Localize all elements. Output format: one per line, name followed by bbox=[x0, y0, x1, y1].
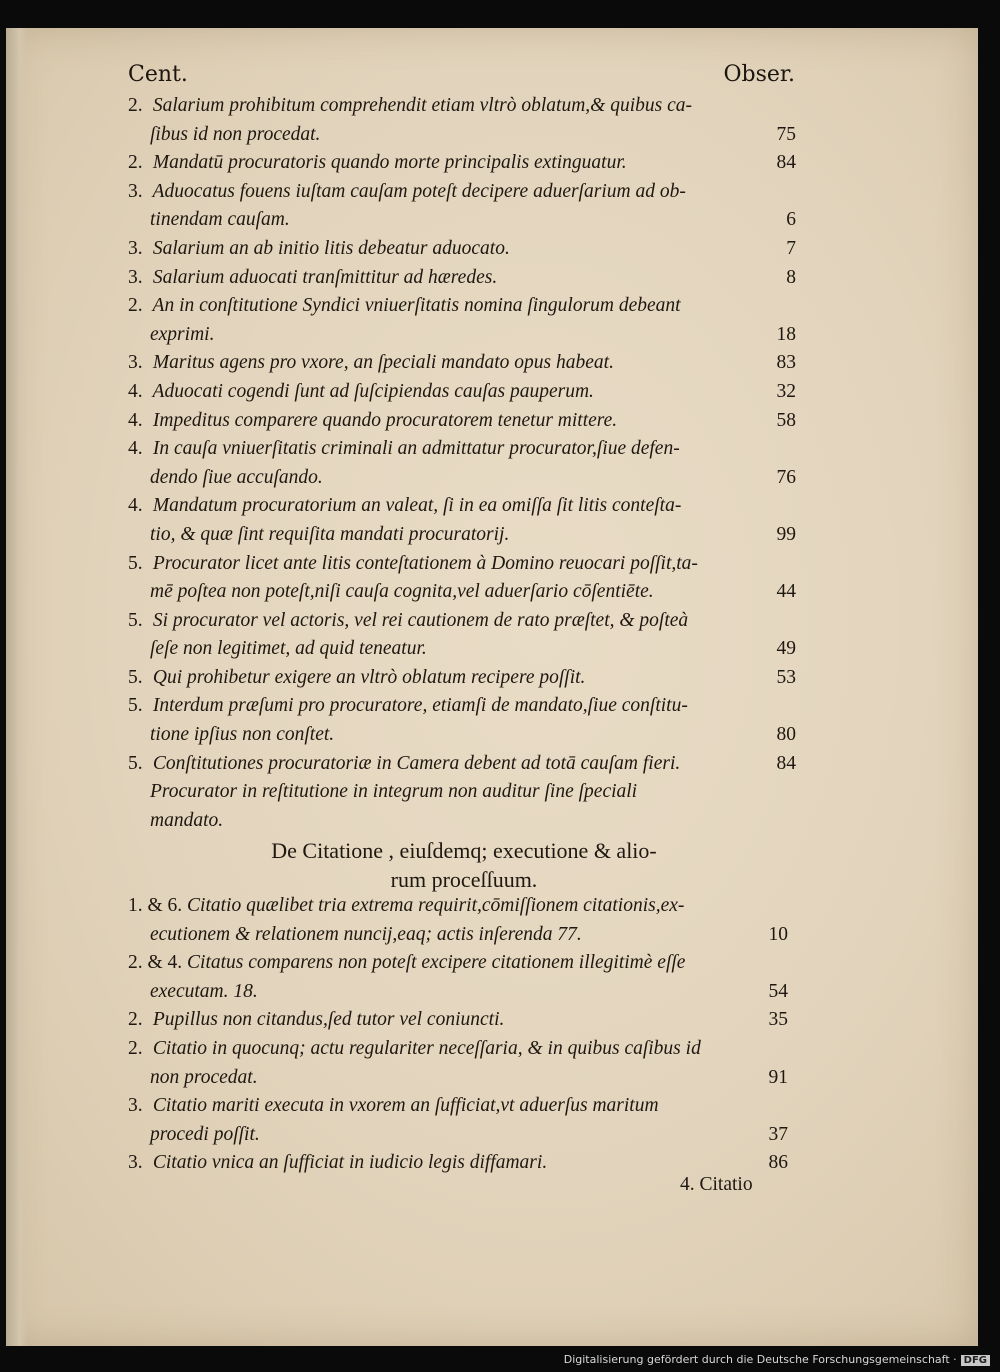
entry-number: 4. bbox=[128, 495, 143, 517]
entry-line bbox=[128, 607, 800, 636]
entry-text: Pupillus non citandus,ſed tutor vel coniuncti. bbox=[152, 1009, 505, 1031]
entry-text: ſibus id non procedat. bbox=[150, 123, 321, 145]
entry-line bbox=[128, 378, 800, 407]
entry-text: Impeditus comparere quando procuratorem tenetur mittere. bbox=[152, 409, 618, 431]
entry-text: Aduocatus fouens iuſtam cauſam poteſt decipere aduerſarium ad ob- bbox=[152, 180, 686, 202]
entry-line bbox=[128, 1092, 792, 1121]
entry-line bbox=[128, 264, 800, 293]
entry-page-number: 7 bbox=[786, 237, 796, 259]
entry-text: Si procurator vel actoris, vel rei cautionem de rato præſtet, & poſteà bbox=[152, 609, 689, 631]
entry-text: Conſtitutiones procuratoriæ in Camera debent ad totā cauſam fieri. bbox=[152, 752, 681, 774]
entry-page-number: 84 bbox=[776, 752, 796, 774]
entry-line bbox=[128, 635, 800, 664]
entry-line bbox=[128, 292, 800, 321]
header-right: Obser. bbox=[723, 62, 795, 87]
entry-text: Citatio mariti executa in vxorem an ſufficiat,vt aduerſus maritum bbox=[152, 1095, 659, 1117]
entry-line bbox=[128, 206, 800, 235]
entry-page-number: 32 bbox=[776, 380, 796, 402]
entry-page-number: 91 bbox=[768, 1066, 788, 1088]
entry-text: ſeſe non legitimet, ad quid teneatur. bbox=[150, 638, 427, 660]
dfg-logo: DFG bbox=[961, 1355, 990, 1366]
section-heading-line-1: De Citatione , eiuſdemq; executione & alio- bbox=[271, 838, 657, 863]
entry-line bbox=[128, 149, 800, 178]
entry-text: Salarium an ab initio litis debeatur aduocato. bbox=[152, 237, 510, 259]
entry-number: 4. bbox=[128, 409, 143, 431]
entry-line bbox=[128, 407, 800, 436]
entry-number: 3. bbox=[128, 180, 143, 202]
footer-credit bbox=[564, 1353, 990, 1366]
entry-number: 5. bbox=[128, 552, 143, 574]
index-entries bbox=[128, 92, 800, 835]
section-heading bbox=[128, 836, 800, 894]
entry-text: procedi poſſit. bbox=[150, 1123, 260, 1145]
entry-text: executam. 18. bbox=[150, 980, 258, 1002]
entry-page-number: 49 bbox=[776, 638, 796, 660]
entry-number: 5. bbox=[128, 752, 143, 774]
entry-number: 2. bbox=[128, 1037, 143, 1059]
entry-number: 5. bbox=[128, 609, 143, 631]
entry-number: 2. bbox=[128, 1009, 143, 1031]
entry-line bbox=[128, 550, 800, 579]
entry-number: 5. bbox=[128, 666, 143, 688]
entry-text: Maritus agens pro vxore, an ſpeciali mandato opus habeat. bbox=[152, 352, 614, 374]
entry-text: Citatio vnica an ſufficiat in iudicio legis diffamari. bbox=[152, 1152, 548, 1174]
entry-line bbox=[128, 807, 800, 836]
entry-number: 3. bbox=[128, 237, 143, 259]
entry-page-number: 86 bbox=[768, 1152, 788, 1174]
entry-line bbox=[128, 892, 792, 921]
footer-text: Digitalisierung gefördert durch die Deutsche Forschungsgemeinschaft · bbox=[563, 1353, 957, 1366]
entry-page-number: 80 bbox=[776, 724, 796, 746]
entry-line bbox=[128, 921, 792, 950]
entry-text: Aduocati cogendi ſunt ad ſuſcipiendas cauſas pauperum. bbox=[152, 380, 594, 402]
entry-text: Citatio in quocunq; actu regulariter neceſſaria, & in quibus caſibus id bbox=[152, 1037, 701, 1059]
entry-line bbox=[128, 321, 800, 350]
entry-page-number: 37 bbox=[768, 1123, 788, 1145]
entry-page-number: 6 bbox=[786, 209, 796, 231]
entry-number: 3. bbox=[128, 1152, 143, 1174]
entry-line bbox=[128, 1006, 792, 1035]
entry-text: Salarium aduocati tranſmittitur ad hæredes. bbox=[152, 266, 498, 288]
entry-text: Interdum præſumi pro procuratore, etiamſi de mandato,ſiue conſtitu- bbox=[152, 695, 688, 717]
entry-text: Salarium prohibitum comprehendit etiam vltrò oblatum,& quibus ca- bbox=[152, 95, 692, 116]
entry-line bbox=[128, 664, 800, 693]
entry-number: 5. bbox=[128, 695, 143, 717]
entry-line bbox=[128, 1035, 792, 1064]
entry-page-number: 58 bbox=[776, 409, 796, 431]
entry-text: Mandatū procuratoris quando morte principalis extinguatur. bbox=[152, 152, 627, 174]
entry-line bbox=[128, 721, 800, 750]
entry-text: tio, & quæ ſint requiſita mandati procuratorij. bbox=[150, 523, 510, 545]
header-left: Cent. bbox=[128, 62, 188, 87]
entry-line bbox=[128, 978, 792, 1007]
entry-text: In cauſa vniuerſitatis criminali an admittatur procurator,ſiue defen- bbox=[152, 438, 680, 460]
entry-number: 4. bbox=[128, 380, 143, 402]
entry-text: tione ipſius non conſtet. bbox=[150, 724, 335, 746]
entry-line bbox=[128, 92, 800, 121]
entry-page-number: 75 bbox=[776, 123, 796, 145]
entry-number: 1. & 6. bbox=[128, 895, 183, 916]
entry-number: 2. bbox=[128, 295, 143, 317]
entry-line bbox=[128, 349, 800, 378]
entry-page-number: 76 bbox=[776, 466, 796, 488]
entry-text: Procurator licet ante litis conteſtationem à Domino reuocari poſſit,ta- bbox=[152, 552, 698, 574]
entry-page-number: 18 bbox=[776, 323, 796, 345]
entry-line bbox=[128, 521, 800, 550]
entry-text: exprimi. bbox=[150, 323, 215, 345]
entry-line bbox=[128, 1064, 792, 1093]
entry-page-number: 84 bbox=[776, 152, 796, 174]
entry-number: 4. bbox=[128, 438, 143, 460]
entry-line bbox=[128, 1121, 792, 1150]
entry-line bbox=[128, 949, 792, 978]
entry-page-number: 54 bbox=[768, 980, 788, 1002]
entry-text: dendo ſiue accuſando. bbox=[150, 466, 323, 488]
entry-text: Citatus comparens non poteſt excipere citationem illegitimè eſſe bbox=[187, 952, 686, 974]
entry-text: mē poſtea non poteſt,niſi cauſa cognita,vel aduerſario cōſentiēte. bbox=[150, 581, 654, 603]
entry-number: 3. bbox=[128, 352, 143, 374]
entry-line bbox=[128, 435, 800, 464]
entry-page-number: 35 bbox=[768, 1009, 788, 1031]
index-entries-citation bbox=[128, 892, 792, 1178]
entry-number: 2. bbox=[128, 95, 143, 116]
entry-line bbox=[128, 178, 800, 207]
entry-text: Procurator in reſtitutione in integrum non auditur ſine ſpeciali bbox=[150, 781, 638, 803]
entry-line bbox=[128, 692, 800, 721]
entry-line bbox=[128, 750, 800, 779]
entry-line bbox=[128, 778, 800, 807]
entry-line bbox=[128, 578, 800, 607]
section-heading-line-2: rum proceſſuum. bbox=[390, 867, 538, 892]
entry-line bbox=[128, 121, 800, 150]
entry-page-number: 99 bbox=[776, 523, 796, 545]
entry-page-number: 53 bbox=[776, 666, 796, 688]
entry-number: 3. bbox=[128, 1095, 143, 1117]
entry-text: An in conſtitutione Syndici vniuerſitatis nomina ſingulorum debeant bbox=[152, 295, 681, 317]
entry-line bbox=[128, 492, 800, 521]
entry-text: Citatio quælibet tria extrema requirit,cōmiſſionem citationis,ex- bbox=[187, 895, 685, 916]
page-spine-shadow bbox=[6, 28, 28, 1346]
entry-line bbox=[128, 464, 800, 493]
catchword: 4. Citatio bbox=[680, 1174, 753, 1195]
entry-text: non procedat. bbox=[150, 1066, 258, 1088]
entry-number: 3. bbox=[128, 266, 143, 288]
entry-page-number: 8 bbox=[786, 266, 796, 288]
running-header bbox=[120, 62, 795, 92]
entry-text: mandato. bbox=[150, 809, 224, 831]
entry-line bbox=[128, 235, 800, 264]
entry-number: 2. & 4. bbox=[128, 952, 183, 974]
entry-text: Qui prohibetur exigere an vltrò oblatum recipere poſſit. bbox=[152, 666, 586, 688]
entry-text: ecutionem & relationem nuncij,eaq; actis inſerenda 77. bbox=[150, 923, 582, 945]
entry-page-number: 83 bbox=[776, 352, 796, 374]
entry-text: tinendam cauſam. bbox=[150, 209, 290, 231]
entry-number: 2. bbox=[128, 152, 143, 174]
entry-page-number: 10 bbox=[768, 923, 788, 945]
entry-text: Mandatum procuratorium an valeat, ſi in ea omiſſa ſit litis conteſta- bbox=[152, 495, 682, 517]
entry-page-number: 44 bbox=[776, 581, 796, 603]
